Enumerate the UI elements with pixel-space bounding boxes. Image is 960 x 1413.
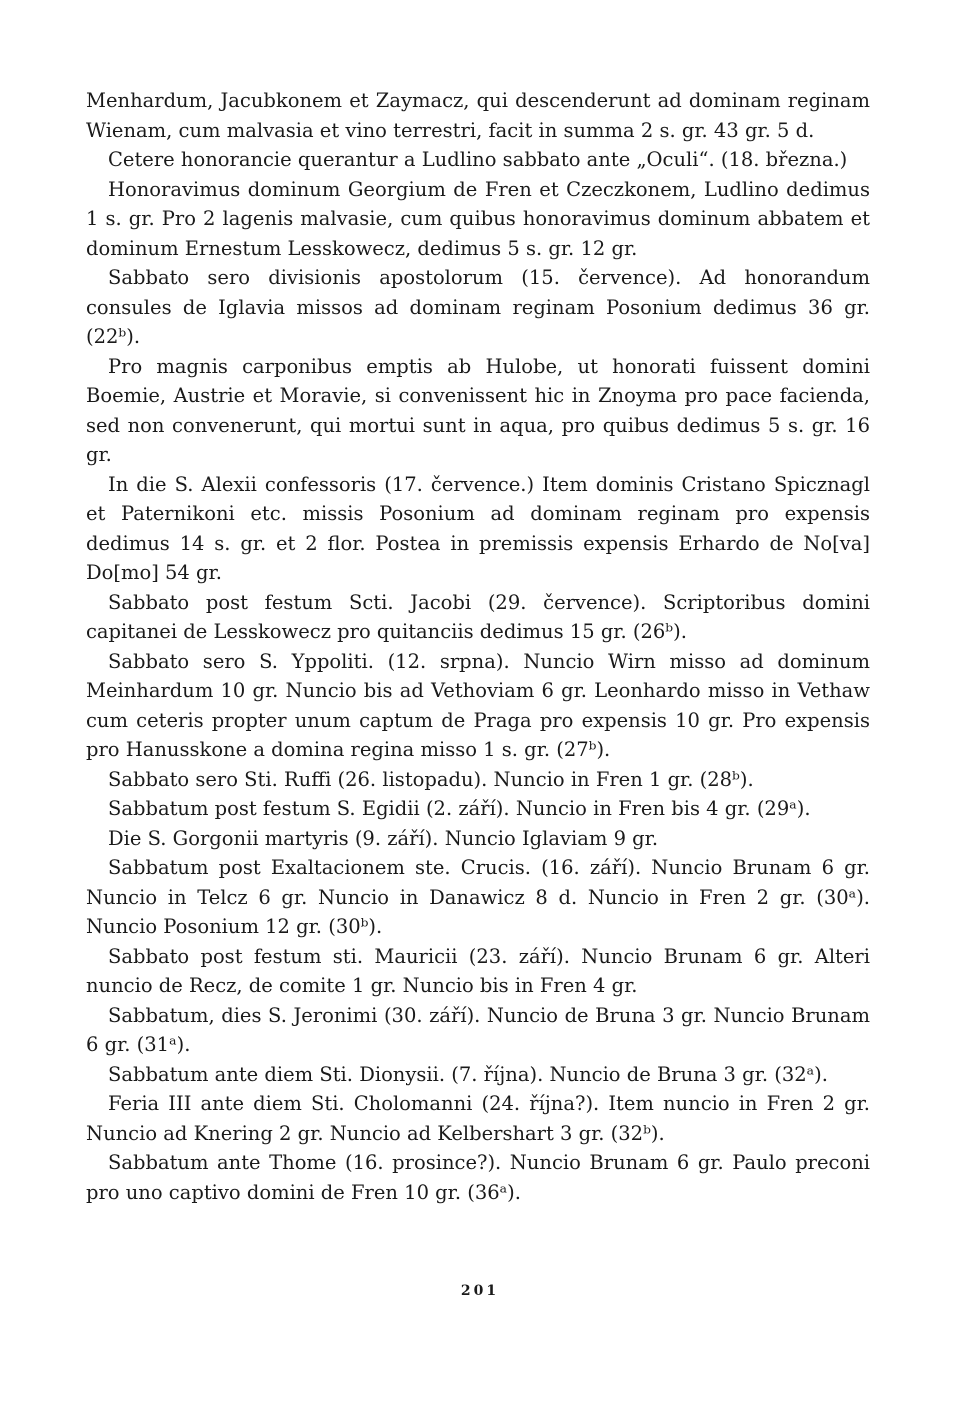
paragraph-alexii: In die S. Alexii confessoris (17. července.) Item dominis Cristano Spicznagl et Paternikoni etc. missis Posonium ad dominam reginam pro expensis dedimus 14 s. gr. et 2 flor. Postea in premissis expensis Erhardo de No[va] Do[mo] 54 gr. <box>86 472 870 584</box>
paragraph-jacobi: Sabbato post festum Scti. Jacobi (29. července). Scriptoribus domini capitanei de Lesskowecz pro quitanciis dedimus 15 gr. (26ᵇ). <box>86 590 870 643</box>
paragraph-honorancie: Cetere honorancie querantur a Ludlino sabbato ante „Oculi“. (18. března.) <box>108 148 848 171</box>
paragraph-exaltacionem: Sabbatum post Exaltacionem ste. Crucis. (16. září). Nuncio Brunam 6 gr. Nuncio in Telcz 6 gr. Nuncio in Danawicz 8 d. Nuncio in Fren 2 gr. (30ᵃ). Nuncio Posonium 12 gr. (30ᵇ). <box>86 856 870 938</box>
paragraph-egidii: Sabbatum post festum S. Egidii (2. září). Nuncio in Fren bis 4 gr. (29ᵃ). <box>108 797 811 820</box>
paragraph-cholomanni: Feria III ante diem Sti. Cholomanni (24. října?). Item nuncio in Fren 2 gr. Nuncio ad Knering 2 gr. Nuncio ad Kelbershart 3 gr. (32ᵇ). <box>86 1092 870 1145</box>
paragraph-gorgonii: Die S. Gorgonii martyris (9. září). Nuncio Iglaviam 9 gr. <box>108 826 659 850</box>
body-text <box>86 86 870 1207</box>
paragraph-continuation: Menhardum, Jacubkonem et Zaymacz, qui descenderunt ad dominam reginam Wienam, cum malvasia et vino terrestri, facit in summa 2 s. gr. 43 gr. 5 d. <box>86 89 870 142</box>
paragraph-honoravimus: Honoravimus dominum Georgium de Fren et Czeczkonem, Ludlino dedimus 1 s. gr. Pro 2 lagenis malvasie, cum quibus honoravimus dominum abbatem et dominum Ernestum Lesskowecz, dedimus 5 s. gr. 12 gr. <box>86 177 870 260</box>
paragraph-jeronimi: Sabbatum, dies S. Jeronimi (30. září). Nuncio de Bruna 3 gr. Nuncio Brunam 6 gr. (31ᵃ). <box>86 1003 870 1056</box>
paragraph-thome: Sabbatum ante Thome (16. prosince?). Nuncio Brunam 6 gr. Paulo preconi pro uno captivo domini de Fren 10 gr. (36ᵃ). <box>86 1151 870 1204</box>
paragraph-ruffi: Sabbato sero Sti. Ruffi (26. listopadu). Nuncio in Fren 1 gr. (28ᵇ). <box>108 767 754 791</box>
paragraph-yppoliti: Sabbato sero S. Yppoliti. (12. srpna). Nuncio Wirn misso ad dominum Meinhardum 10 gr. Nuncio bis ad Vethoviam 6 gr. Leonhardo misso in Vethaw cum ceteris propter unum captum de Praga pro expensis 10 gr. Pro expensis pro Hanusskone a domina regina misso 1 s. gr. (27ᵇ). <box>86 649 870 761</box>
paragraph-dionysii: Sabbatum ante diem Sti. Dionysii. (7. října). Nuncio de Bruna 3 gr. (32ᵃ). <box>108 1062 828 1086</box>
paragraph-mauricii: Sabbato post festum sti. Mauricii (23. září). Nuncio Brunam 6 gr. Alteri nuncio de Recz, de comite 1 gr. Nuncio bis in Fren 4 gr. <box>86 944 870 997</box>
page-number: 201 <box>460 1283 500 1299</box>
paragraph-divisionis: Sabbato sero divisionis apostolorum (15. července). Ad honorandum consules de Iglavia missos ad dominam reginam Posonium dedimus 36 gr. (22ᵇ). <box>86 266 870 348</box>
paragraph-carponibus: Pro magnis carponibus emptis ab Hulobe, ut honorati fuissent domini Boemie, Austrie et Moravie, si convenissent hic in Znoyma pro pace facienda, sed non convenerunt, qui mortui sunt in aqua, pro quibus dedimus 5 s. gr. 16 gr. <box>86 354 870 466</box>
